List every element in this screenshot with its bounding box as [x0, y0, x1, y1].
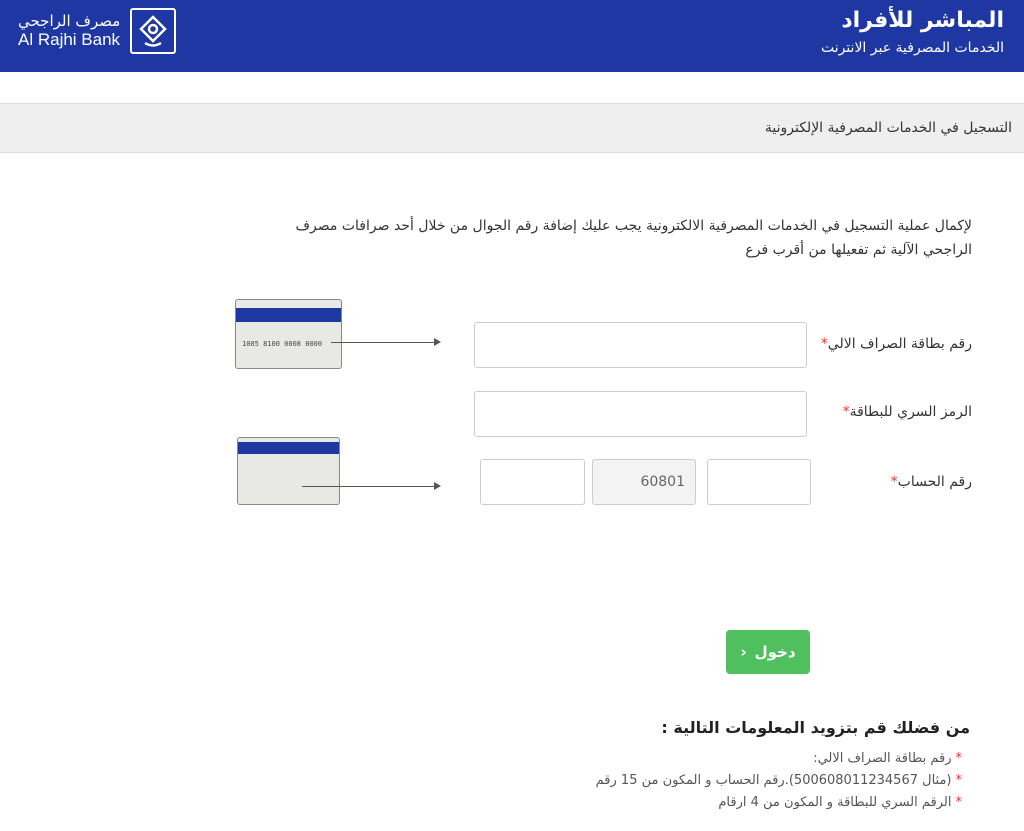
- info-list: [596, 748, 962, 814]
- bank-logo[interactable]: [18, 8, 176, 54]
- info-title: من فضلك قم بتزويد المعلومات التالية :: [661, 718, 970, 737]
- account-part-2-input[interactable]: [592, 459, 696, 505]
- list-item: *(مثال 500608011234567).رقم الحساب و المكون من 15 رقم: [595, 773, 962, 788]
- pin-label: الرمز السري للبطاقة*: [842, 404, 972, 420]
- logo-english-text: Al Rajhi Bank: [18, 30, 121, 49]
- header: [0, 0, 1024, 72]
- atm-card-front-image: [235, 299, 342, 369]
- account-part-1-input[interactable]: [480, 459, 585, 505]
- login-button[interactable]: دخول ‹: [726, 630, 810, 674]
- logo-arabic-text: مصرف الراجحي: [18, 12, 121, 30]
- pin-input[interactable]: [474, 391, 807, 437]
- section-bar: [0, 103, 1024, 153]
- page-title: التسجيل في الخدمات المصرفية الإلكترونية: [764, 120, 1012, 136]
- app-subtitle: الخدمات المصرفية عبر الانترنت: [820, 40, 1004, 56]
- account-label: رقم الحساب*: [890, 474, 972, 490]
- account-part-3-input[interactable]: [707, 459, 811, 505]
- list-item: *رقم بطاقة الصراف الالي:: [813, 751, 962, 766]
- atm-card-back-image: [237, 437, 340, 505]
- card-arrow: [331, 342, 439, 343]
- list-item: *الرقم السري للبطاقة و المكون من 4 ارقام: [718, 795, 962, 810]
- app-title: المباشر للأفراد: [841, 8, 1004, 33]
- intro-text: لإكمال عملية التسجيل في الخدمات المصرفية الالكترونية يجب عليك إضافة رقم الجوال من خلال أحد صرافات مصرف الراجحي الآلية ثم تفعيلها من أقرب فرع: [295, 218, 972, 258]
- bank-emblem-icon: [130, 8, 176, 54]
- account-arrow: [302, 486, 439, 487]
- card-number-label: رقم بطاقة الصراف الالي*: [820, 336, 972, 352]
- card-number-input[interactable]: [474, 322, 807, 368]
- chevron-left-icon: ‹: [740, 643, 747, 661]
- card-sample-digits: 1005 8100 0008 0000: [242, 340, 323, 348]
